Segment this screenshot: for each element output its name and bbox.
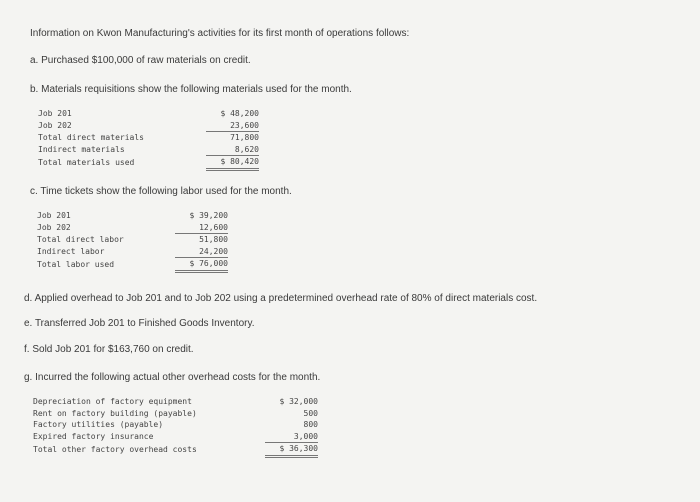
- table-row: [38, 132, 259, 144]
- table-row: [38, 120, 259, 132]
- row-amount: $ 36,300: [265, 443, 318, 457]
- row-amount: $ 76,000: [175, 258, 228, 272]
- row-label: Job 201: [37, 211, 71, 220]
- table-row: [37, 210, 228, 222]
- row-label: Job 201: [38, 109, 72, 118]
- row-label: Total direct labor: [37, 234, 124, 244]
- row-label: Total other factory overhead costs: [33, 444, 197, 454]
- row-amount: 71,800: [230, 133, 259, 142]
- row-amount: 3,000: [265, 431, 318, 443]
- row-amount: $ 80,420: [206, 156, 259, 170]
- item-g: g. Incurred the following actual other overhead costs for the month.: [24, 372, 321, 383]
- table-row: [37, 258, 228, 272]
- table-row: [33, 443, 318, 457]
- item-b: b. Materials requisitions show the following materials used for the month.: [30, 84, 352, 95]
- table-row: [38, 108, 259, 120]
- row-label: Factory utilities (payable): [33, 420, 164, 429]
- row-amount: 24,200: [175, 246, 228, 258]
- row-amount: 800: [303, 420, 318, 429]
- row-label: Rent on factory building (payable): [33, 408, 197, 418]
- item-a: a. Purchased $100,000 of raw materials on credit.: [30, 55, 251, 66]
- table-row: [38, 144, 259, 156]
- row-label: Job 202: [38, 120, 72, 130]
- overhead-table: [33, 396, 318, 458]
- materials-table: [38, 108, 259, 171]
- table-row: [38, 156, 259, 170]
- row-amount: 51,800: [199, 235, 228, 244]
- row-amount: 23,600: [206, 120, 259, 132]
- table-row: [33, 408, 318, 420]
- table-row: [37, 246, 228, 258]
- row-label: Total direct materials: [38, 132, 144, 142]
- item-d: d. Applied overhead to Job 201 and to Job 202 using a predetermined overhead rate of 80% of direct materials cost.: [24, 293, 538, 304]
- table-row: [33, 431, 318, 443]
- row-label: Job 202: [37, 222, 71, 232]
- row-label: Indirect labor: [37, 246, 105, 256]
- row-label: Total labor used: [37, 259, 115, 269]
- row-amount: 8,620: [206, 144, 259, 156]
- table-row: [37, 234, 228, 246]
- intro-text: Information on Kwon Manufacturing's activities for its first month of operations follows:: [30, 28, 410, 39]
- row-amount: 12,600: [175, 222, 228, 234]
- row-amount: $ 39,200: [189, 211, 228, 220]
- table-row: [37, 222, 228, 234]
- labor-table: [37, 210, 228, 273]
- row-label: Expired factory insurance: [33, 431, 154, 441]
- row-label: Total materials used: [38, 157, 135, 167]
- row-label: Depreciation of factory equipment: [33, 397, 192, 406]
- row-amount: $ 32,000: [279, 397, 318, 406]
- table-row: [33, 419, 318, 431]
- item-f: f. Sold Job 201 for $163,760 on credit.: [24, 344, 194, 355]
- row-amount: $ 48,200: [220, 109, 259, 118]
- item-e: e. Transferred Job 201 to Finished Goods Inventory.: [24, 318, 255, 329]
- table-row: [33, 396, 318, 408]
- row-label: Indirect materials: [38, 144, 125, 154]
- item-c: c. Time tickets show the following labor used for the month.: [30, 186, 292, 197]
- row-amount: 500: [303, 408, 318, 418]
